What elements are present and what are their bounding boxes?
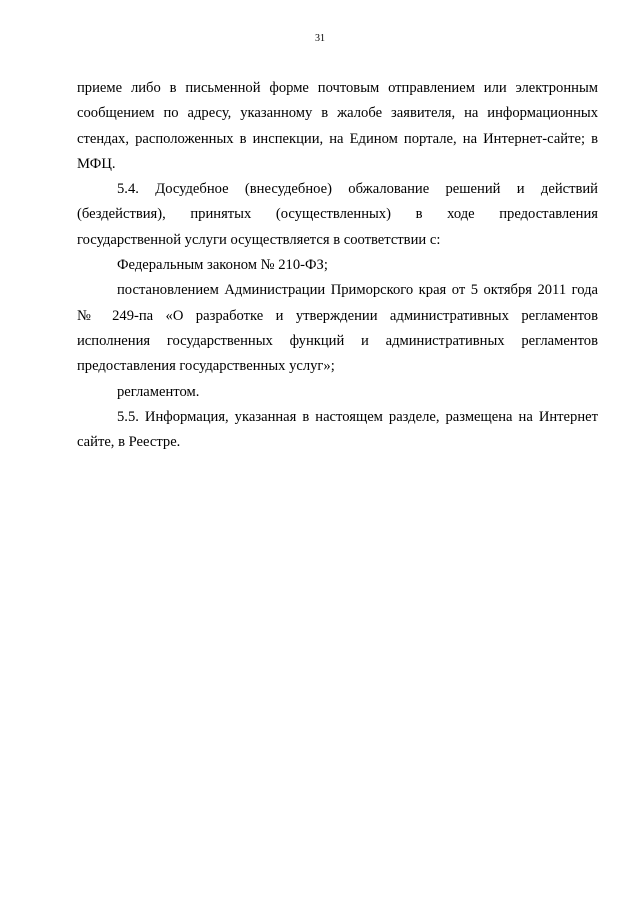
paragraph-continuation xyxy=(77,76,598,177)
paragraph-text: регламентом. xyxy=(117,383,200,400)
paragraph-number: 5.5. xyxy=(117,408,139,425)
paragraph-text: постановлением Администрации Приморского края от 5 октября 2011 года № 249-па «О разработке и утверждении административных регламентов исполнения государственных функций и административных регламентов предоставления государственных услуг»; xyxy=(77,282,598,375)
document-body xyxy=(77,76,598,455)
paragraph-regulation xyxy=(77,380,598,405)
paragraph-text: Информация, указанная в настоящем разделе, размещена на Интернет сайте, в Реестре. xyxy=(77,408,598,451)
paragraph-5-4 xyxy=(77,177,598,253)
page-number: 31 xyxy=(315,33,325,44)
paragraph-federal-law xyxy=(77,253,598,278)
paragraph-resolution xyxy=(77,278,598,379)
paragraph-5-5 xyxy=(77,405,598,456)
paragraph-text: Досудебное (внесудебное) обжалование решений и действий (бездействия), принятых (осуществленных) в ходе предоставления государственной услуги осуществляется в соответствии с: xyxy=(77,181,598,248)
paragraph-number: 5.4. xyxy=(117,181,139,198)
paragraph-text: приеме либо в письменной форме почтовым отправлением или электронным сообщением по адресу, указанному в жалобе заявителя, на информационных стендах, расположенных в инспекции, на Едином портале, на Интернет-сайте; в МФЦ. xyxy=(77,80,598,172)
paragraph-text: Федеральным законом № 210-ФЗ; xyxy=(117,257,328,274)
